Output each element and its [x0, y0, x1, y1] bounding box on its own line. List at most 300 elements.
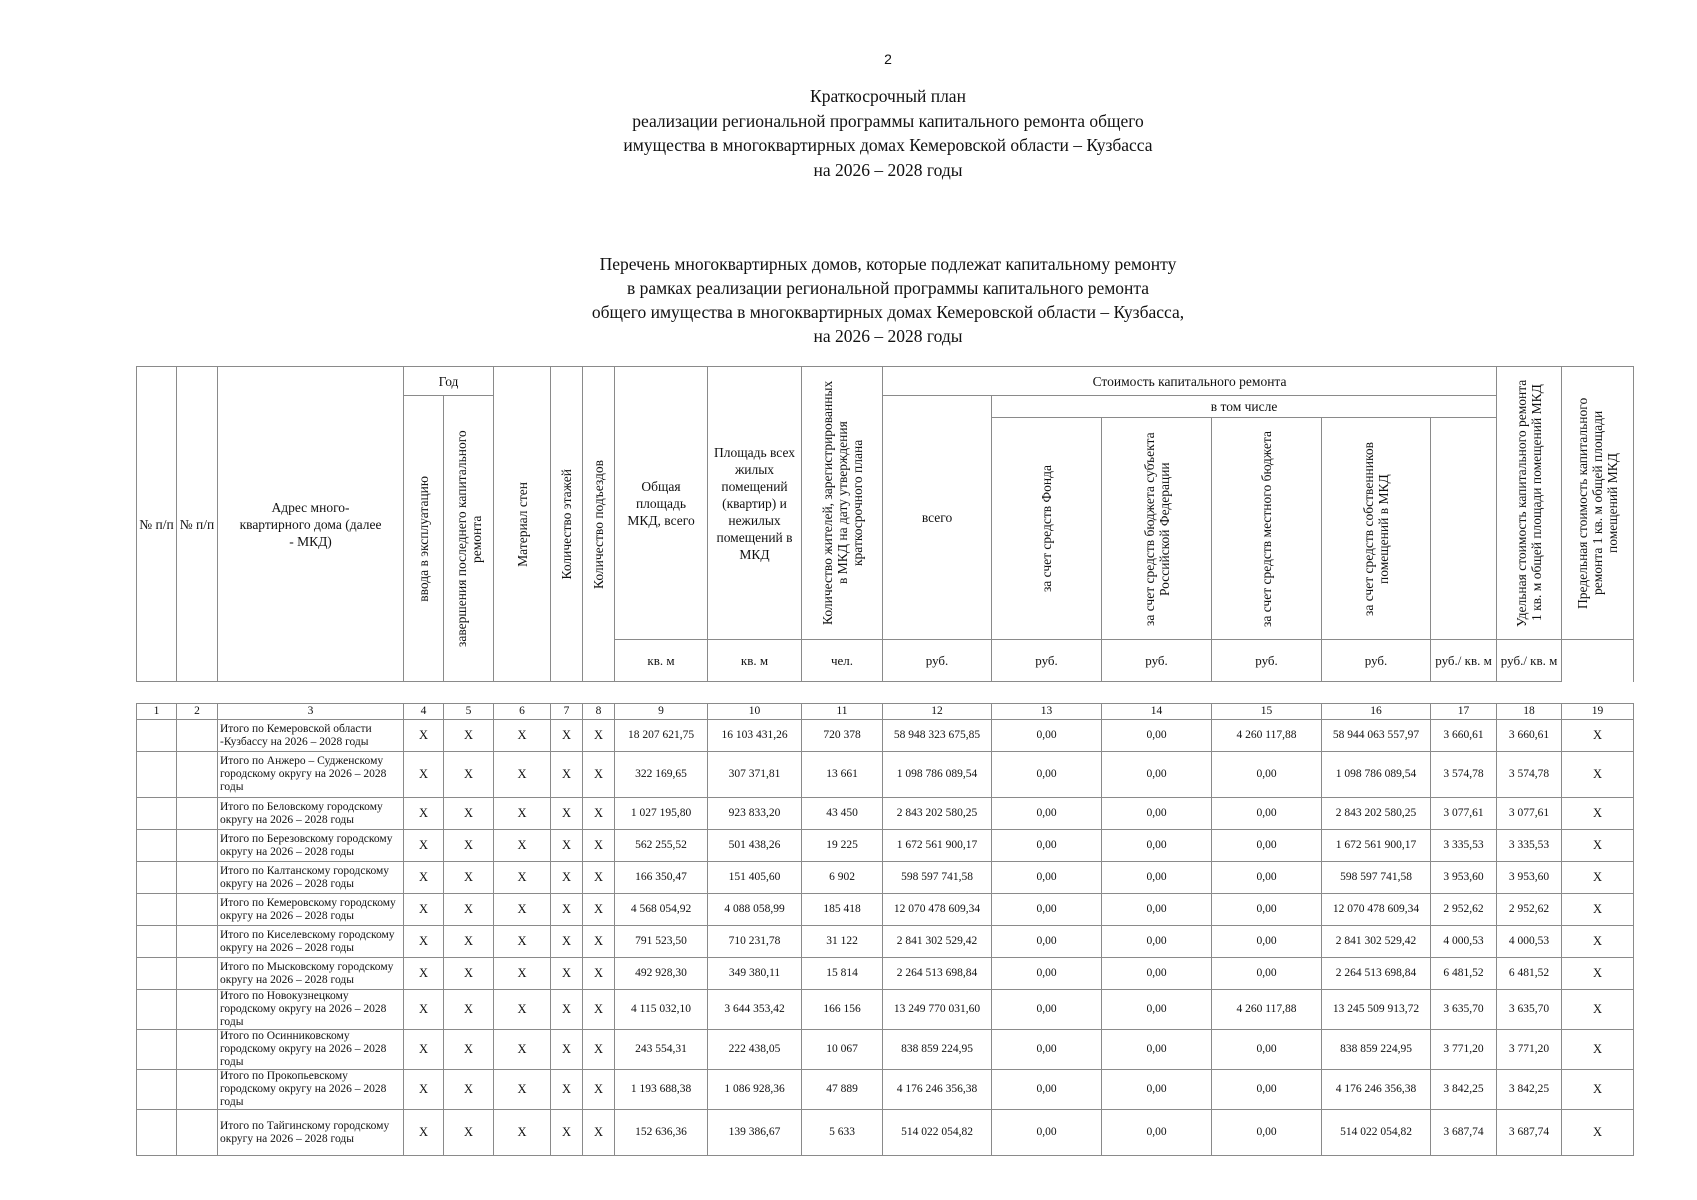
- row-local-budget: 0,00: [1212, 752, 1322, 798]
- row-cost-total: 1 098 786 089,54: [883, 752, 992, 798]
- row-fund: 0,00: [992, 990, 1102, 1030]
- column-number: 2: [177, 704, 218, 720]
- row-np2: [177, 1070, 218, 1110]
- row-year-last-repair: X: [444, 894, 494, 926]
- unit-local-budget: руб.: [1212, 640, 1322, 682]
- row-wall-material: X: [494, 958, 551, 990]
- row-max-cost: 3 687,74: [1497, 1110, 1562, 1156]
- row-floors: X: [551, 926, 583, 958]
- header-local-budget: за счет средств местного бюджета: [1212, 418, 1322, 640]
- row-entrances: X: [583, 862, 615, 894]
- row-premises-area: 4 088 058,99: [708, 894, 802, 926]
- header-unit-cost: Удельная стоимость капитального ремонта 1 кв. м общей площади помещений МКД: [1497, 367, 1562, 640]
- header-year-last-repair: завершения последнего капитального ремонта: [444, 396, 494, 682]
- unit-unit-cost: руб./ кв. м: [1431, 640, 1497, 682]
- table-row: [137, 990, 1634, 1030]
- row-local-budget: 0,00: [1212, 798, 1322, 830]
- row-premises-area: 222 438,05: [708, 1030, 802, 1070]
- column-number: 18: [1497, 704, 1562, 720]
- title-line-3: имущества в многоквартирных домах Кемеровской области – Кузбасса: [623, 135, 1153, 155]
- row-year-last-repair: X: [444, 830, 494, 862]
- row-total-area: 166 350,47: [615, 862, 708, 894]
- row-local-budget: 4 260 117,88: [1212, 720, 1322, 752]
- row-cost-total: 12 070 478 609,34: [883, 894, 992, 926]
- row-entrances: X: [583, 926, 615, 958]
- row-fund: 0,00: [992, 1030, 1102, 1070]
- table-row: [137, 862, 1634, 894]
- row-local-budget: 0,00: [1212, 862, 1322, 894]
- row-unit-cost: 3 687,74: [1431, 1110, 1497, 1156]
- row-subject-budget: 0,00: [1102, 752, 1212, 798]
- row-max-cost: 3 771,20: [1497, 1030, 1562, 1070]
- row-premises-area: 349 380,11: [708, 958, 802, 990]
- row-year-commission: X: [404, 720, 444, 752]
- column-number: 16: [1322, 704, 1431, 720]
- row-residents: 185 418: [802, 894, 883, 926]
- title-line-1: Краткосрочный план: [810, 86, 966, 106]
- row-year-last-repair: X: [444, 958, 494, 990]
- row-residents: 166 156: [802, 990, 883, 1030]
- row-entrances: X: [583, 798, 615, 830]
- row-year-commission: X: [404, 830, 444, 862]
- header-cost-group: Стоимость капитального ремонта: [883, 367, 1497, 396]
- row-max-cost: 3 660,61: [1497, 720, 1562, 752]
- unit-total-area: кв. м: [615, 640, 708, 682]
- row-name: Итого по Тайгинскому городскому округу на 2026 – 2028 годы: [218, 1110, 404, 1156]
- row-np2: [177, 926, 218, 958]
- row-premises-area: 307 371,81: [708, 752, 802, 798]
- header-year-commission: ввода в эксплуатацию: [404, 396, 444, 682]
- row-total-area: 4 568 054,92: [615, 894, 708, 926]
- row-wall-material: X: [494, 1110, 551, 1156]
- row-unit-cost: 3 574,78: [1431, 752, 1497, 798]
- row-owners: 58 944 063 557,97: [1322, 720, 1431, 752]
- row-total-area: 1 027 195,80: [615, 798, 708, 830]
- row-year-commission: X: [404, 926, 444, 958]
- row-total-area: 322 169,65: [615, 752, 708, 798]
- row-local-budget: 0,00: [1212, 894, 1322, 926]
- row-np1: [137, 1070, 177, 1110]
- row-entrances: X: [583, 990, 615, 1030]
- unit-residents: чел.: [802, 640, 883, 682]
- row-residents: 5 633: [802, 1110, 883, 1156]
- row-year-commission: X: [404, 798, 444, 830]
- row-floors: X: [551, 1030, 583, 1070]
- row-unit-cost: 4 000,53: [1431, 926, 1497, 958]
- row-owners: 1 672 561 900,17: [1322, 830, 1431, 862]
- column-number: 10: [708, 704, 802, 720]
- row-total-area: 4 115 032,10: [615, 990, 708, 1030]
- list-title: [0, 252, 1697, 348]
- row-year-commission: X: [404, 1070, 444, 1110]
- row-np2: [177, 798, 218, 830]
- row-residents: 15 814: [802, 958, 883, 990]
- row-max-cost: 3 953,60: [1497, 862, 1562, 894]
- row-unit-cost: 3 842,25: [1431, 1070, 1497, 1110]
- column-number: 19: [1562, 704, 1634, 720]
- column-number: 3: [218, 704, 404, 720]
- row-floors: X: [551, 752, 583, 798]
- row-planned-date: X: [1562, 926, 1634, 958]
- row-name: Итого по Мысковскому городскому округу на 2026 – 2028 годы: [218, 958, 404, 990]
- column-number-row: [137, 704, 1634, 720]
- row-cost-total: 598 597 741,58: [883, 862, 992, 894]
- row-entrances: X: [583, 1030, 615, 1070]
- row-total-area: 18 207 621,75: [615, 720, 708, 752]
- header-subject-budget: за счет средств бюджета субъекта Российской Федерации: [1102, 418, 1212, 640]
- header-floors: Количество этажей: [551, 367, 583, 682]
- row-entrances: X: [583, 830, 615, 862]
- row-planned-date: X: [1562, 1070, 1634, 1110]
- row-name: Итого по Киселевскому городскому округу на 2026 – 2028 годы: [218, 926, 404, 958]
- row-local-budget: 0,00: [1212, 1110, 1322, 1156]
- row-floors: X: [551, 862, 583, 894]
- row-name: Итого по Осинниковскому городскому округу на 2026 – 2028 годы: [218, 1030, 404, 1070]
- row-premises-area: 3 644 353,42: [708, 990, 802, 1030]
- unit-cost-total: руб.: [883, 640, 992, 682]
- row-floors: X: [551, 894, 583, 926]
- header-np1: № п/п: [137, 367, 177, 682]
- table-row: [137, 1070, 1634, 1110]
- row-wall-material: X: [494, 752, 551, 798]
- row-max-cost: 4 000,53: [1497, 926, 1562, 958]
- table-row: [137, 894, 1634, 926]
- row-residents: 13 661: [802, 752, 883, 798]
- row-owners: 514 022 054,82: [1322, 1110, 1431, 1156]
- row-entrances: X: [583, 1070, 615, 1110]
- unit-subject-budget: руб.: [1102, 640, 1212, 682]
- table-row: [137, 798, 1634, 830]
- header-residents: Количество жителей, зарегистрированных в МКД на дату утверждения краткосрочного плана: [802, 367, 883, 640]
- row-np2: [177, 1110, 218, 1156]
- row-np1: [137, 720, 177, 752]
- column-number: 12: [883, 704, 992, 720]
- row-unit-cost: 3 335,53: [1431, 830, 1497, 862]
- row-subject-budget: 0,00: [1102, 894, 1212, 926]
- row-fund: 0,00: [992, 958, 1102, 990]
- row-planned-date: X: [1562, 798, 1634, 830]
- row-np1: [137, 894, 177, 926]
- row-total-area: 562 255,52: [615, 830, 708, 862]
- header-owners: за счет средств собственников помещений в МКД: [1322, 418, 1431, 640]
- row-np2: [177, 990, 218, 1030]
- row-wall-material: X: [494, 1070, 551, 1110]
- row-subject-budget: 0,00: [1102, 958, 1212, 990]
- table-row: [137, 958, 1634, 990]
- row-name: Итого по Березовскому городскому округу на 2026 – 2028 годы: [218, 830, 404, 862]
- row-year-last-repair: X: [444, 1070, 494, 1110]
- row-name: Итого по Анжеро – Судженскому городскому округу на 2026 – 2028 годы: [218, 752, 404, 798]
- row-floors: X: [551, 1070, 583, 1110]
- row-residents: 6 902: [802, 862, 883, 894]
- row-subject-budget: 0,00: [1102, 990, 1212, 1030]
- row-cost-total: 838 859 224,95: [883, 1030, 992, 1070]
- unit-owners: руб.: [1322, 640, 1431, 682]
- header-fund: за счет средств Фонда: [992, 418, 1102, 640]
- row-premises-area: 151 405,60: [708, 862, 802, 894]
- table-row: [137, 830, 1634, 862]
- unit-fund: руб.: [992, 640, 1102, 682]
- row-np2: [177, 752, 218, 798]
- row-year-commission: X: [404, 894, 444, 926]
- row-floors: X: [551, 798, 583, 830]
- row-subject-budget: 0,00: [1102, 1030, 1212, 1070]
- row-fund: 0,00: [992, 830, 1102, 862]
- row-cost-total: 13 249 770 031,60: [883, 990, 992, 1030]
- row-fund: 0,00: [992, 1110, 1102, 1156]
- row-floors: X: [551, 990, 583, 1030]
- row-year-commission: X: [404, 990, 444, 1030]
- header-premises-area: Площадь всех жилых помещений (квартир) и нежилых помещений в МКД: [708, 367, 802, 640]
- row-local-budget: 0,00: [1212, 1030, 1322, 1070]
- row-fund: 0,00: [992, 1070, 1102, 1110]
- row-entrances: X: [583, 752, 615, 798]
- row-planned-date: X: [1562, 958, 1634, 990]
- header-wall-material: Материал стен: [494, 367, 551, 682]
- row-np2: [177, 862, 218, 894]
- row-fund: 0,00: [992, 720, 1102, 752]
- row-np1: [137, 990, 177, 1030]
- row-np2: [177, 830, 218, 862]
- table-row: [137, 720, 1634, 752]
- row-owners: 4 176 246 356,38: [1322, 1070, 1431, 1110]
- row-name: Итого по Кемеровскому городскому округу на 2026 – 2028 годы: [218, 894, 404, 926]
- row-residents: 19 225: [802, 830, 883, 862]
- row-year-last-repair: X: [444, 1110, 494, 1156]
- row-np2: [177, 958, 218, 990]
- row-owners: 2 264 513 698,84: [1322, 958, 1431, 990]
- header-including: в том числе: [992, 396, 1497, 418]
- row-name: Итого по Калтанскому городскому округу на 2026 – 2028 годы: [218, 862, 404, 894]
- column-number: 7: [551, 704, 583, 720]
- row-subject-budget: 0,00: [1102, 926, 1212, 958]
- row-planned-date: X: [1562, 1030, 1634, 1070]
- row-np2: [177, 894, 218, 926]
- row-floors: X: [551, 958, 583, 990]
- row-max-cost: 3 842,25: [1497, 1070, 1562, 1110]
- row-residents: 43 450: [802, 798, 883, 830]
- row-premises-area: 501 438,26: [708, 830, 802, 862]
- header-address: Адрес много-квартирного дома (далее - МКД): [218, 367, 404, 682]
- column-number: 15: [1212, 704, 1322, 720]
- row-max-cost: 6 481,52: [1497, 958, 1562, 990]
- row-subject-budget: 0,00: [1102, 1070, 1212, 1110]
- row-subject-budget: 0,00: [1102, 862, 1212, 894]
- header-cost-total: всего: [883, 396, 992, 640]
- row-name: Итого по Новокузнецкому городскому округу на 2026 – 2028 годы: [218, 990, 404, 1030]
- row-local-budget: 0,00: [1212, 830, 1322, 862]
- row-subject-budget: 0,00: [1102, 720, 1212, 752]
- row-premises-area: 16 103 431,26: [708, 720, 802, 752]
- row-unit-cost: 3 077,61: [1431, 798, 1497, 830]
- row-total-area: 243 554,31: [615, 1030, 708, 1070]
- row-cost-total: 2 841 302 529,42: [883, 926, 992, 958]
- subtitle-line-2: в рамках реализации региональной программы капитального ремонта: [626, 278, 1150, 298]
- row-max-cost: 3 574,78: [1497, 752, 1562, 798]
- row-subject-budget: 0,00: [1102, 830, 1212, 862]
- column-number: 17: [1431, 704, 1497, 720]
- row-planned-date: X: [1562, 990, 1634, 1030]
- unit-max-cost: руб./ кв. м: [1497, 640, 1562, 682]
- row-wall-material: X: [494, 720, 551, 752]
- row-fund: 0,00: [992, 752, 1102, 798]
- row-total-area: 152 636,36: [615, 1110, 708, 1156]
- row-cost-total: 4 176 246 356,38: [883, 1070, 992, 1110]
- row-owners: 1 098 786 089,54: [1322, 752, 1431, 798]
- row-subject-budget: 0,00: [1102, 1110, 1212, 1156]
- row-owners: 2 841 302 529,42: [1322, 926, 1431, 958]
- column-number: 9: [615, 704, 708, 720]
- row-planned-date: X: [1562, 862, 1634, 894]
- row-fund: 0,00: [992, 926, 1102, 958]
- header-table: [136, 366, 1634, 682]
- row-unit-cost: 3 635,70: [1431, 990, 1497, 1030]
- row-residents: 720 378: [802, 720, 883, 752]
- row-planned-date: X: [1562, 894, 1634, 926]
- row-unit-cost: 6 481,52: [1431, 958, 1497, 990]
- column-number: 13: [992, 704, 1102, 720]
- row-entrances: X: [583, 1110, 615, 1156]
- row-floors: X: [551, 720, 583, 752]
- column-number: 5: [444, 704, 494, 720]
- row-cost-total: 514 022 054,82: [883, 1110, 992, 1156]
- row-total-area: 791 523,50: [615, 926, 708, 958]
- row-owners: 598 597 741,58: [1322, 862, 1431, 894]
- column-number: 8: [583, 704, 615, 720]
- row-local-budget: 0,00: [1212, 926, 1322, 958]
- row-year-last-repair: X: [444, 926, 494, 958]
- row-planned-date: X: [1562, 830, 1634, 862]
- row-np1: [137, 862, 177, 894]
- row-planned-date: X: [1562, 1110, 1634, 1156]
- row-premises-area: 923 833,20: [708, 798, 802, 830]
- row-wall-material: X: [494, 990, 551, 1030]
- row-cost-total: 58 948 323 675,85: [883, 720, 992, 752]
- row-entrances: X: [583, 720, 615, 752]
- row-cost-total: 2 264 513 698,84: [883, 958, 992, 990]
- page-number: 2: [884, 51, 892, 67]
- row-unit-cost: 3 660,61: [1431, 720, 1497, 752]
- row-premises-area: 1 086 928,36: [708, 1070, 802, 1110]
- row-name: Итого по Кемеровской области -Кузбассу на 2026 – 2028 годы: [218, 720, 404, 752]
- row-np1: [137, 830, 177, 862]
- row-residents: 47 889: [802, 1070, 883, 1110]
- unit-premises-area: кв. м: [708, 640, 802, 682]
- row-np2: [177, 1030, 218, 1070]
- row-planned-date: X: [1562, 752, 1634, 798]
- row-wall-material: X: [494, 926, 551, 958]
- column-number: 11: [802, 704, 883, 720]
- row-subject-budget: 0,00: [1102, 798, 1212, 830]
- row-residents: 31 122: [802, 926, 883, 958]
- row-year-last-repair: X: [444, 752, 494, 798]
- row-owners: 13 245 509 913,72: [1322, 990, 1431, 1030]
- row-unit-cost: 3 771,20: [1431, 1030, 1497, 1070]
- row-np1: [137, 752, 177, 798]
- row-local-budget: 0,00: [1212, 1070, 1322, 1110]
- row-local-budget: 4 260 117,88: [1212, 990, 1322, 1030]
- title-line-4: на 2026 – 2028 годы: [813, 159, 963, 180]
- header-total-area: Общая площадь МКД, всего: [615, 367, 708, 640]
- subtitle-line-4: на 2026 – 2028 годы: [813, 326, 963, 346]
- row-year-commission: X: [404, 1110, 444, 1156]
- row-year-last-repair: X: [444, 798, 494, 830]
- row-owners: 12 070 478 609,34: [1322, 894, 1431, 926]
- data-table: [136, 703, 1634, 1156]
- document-title: [0, 84, 1697, 182]
- row-year-last-repair: X: [444, 990, 494, 1030]
- row-np1: [137, 798, 177, 830]
- column-number: 1: [137, 704, 177, 720]
- row-year-commission: X: [404, 752, 444, 798]
- row-unit-cost: 2 952,62: [1431, 894, 1497, 926]
- row-entrances: X: [583, 894, 615, 926]
- row-max-cost: 3 635,70: [1497, 990, 1562, 1030]
- table-row: [137, 752, 1634, 798]
- row-wall-material: X: [494, 894, 551, 926]
- row-unit-cost: 3 953,60: [1431, 862, 1497, 894]
- row-total-area: 1 193 688,38: [615, 1070, 708, 1110]
- table-row: [137, 1030, 1634, 1070]
- column-number: 14: [1102, 704, 1212, 720]
- row-wall-material: X: [494, 1030, 551, 1070]
- row-owners: 838 859 224,95: [1322, 1030, 1431, 1070]
- column-number: 4: [404, 704, 444, 720]
- header-year-group: Год: [404, 367, 494, 396]
- row-year-commission: X: [404, 862, 444, 894]
- column-number: 6: [494, 704, 551, 720]
- row-max-cost: 3 335,53: [1497, 830, 1562, 862]
- row-max-cost: 2 952,62: [1497, 894, 1562, 926]
- row-np1: [137, 926, 177, 958]
- row-cost-total: 2 843 202 580,25: [883, 798, 992, 830]
- row-premises-area: 139 386,67: [708, 1110, 802, 1156]
- subtitle-line-1: Перечень многоквартирных домов, которые подлежат капитальному ремонту: [599, 254, 1177, 274]
- row-year-last-repair: X: [444, 1030, 494, 1070]
- row-wall-material: X: [494, 862, 551, 894]
- row-wall-material: X: [494, 798, 551, 830]
- header-np2: № п/п: [177, 367, 218, 682]
- row-year-last-repair: X: [444, 720, 494, 752]
- row-owners: 2 843 202 580,25: [1322, 798, 1431, 830]
- subtitle-line-3: общего имущества в многоквартирных домах Кемеровской области – Кузбасса,: [591, 302, 1185, 322]
- row-wall-material: X: [494, 830, 551, 862]
- row-residents: 10 067: [802, 1030, 883, 1070]
- row-premises-area: 710 231,78: [708, 926, 802, 958]
- row-np1: [137, 1030, 177, 1070]
- header-max-cost: Предельная стоимость капитального ремонта 1 кв. м общей площади помещений МКД: [1562, 367, 1634, 640]
- row-fund: 0,00: [992, 862, 1102, 894]
- row-fund: 0,00: [992, 894, 1102, 926]
- row-fund: 0,00: [992, 798, 1102, 830]
- row-np1: [137, 1110, 177, 1156]
- table-row: [137, 1110, 1634, 1156]
- row-entrances: X: [583, 958, 615, 990]
- row-year-commission: X: [404, 958, 444, 990]
- table-row: [137, 926, 1634, 958]
- row-np1: [137, 958, 177, 990]
- row-total-area: 492 928,30: [615, 958, 708, 990]
- row-planned-date: X: [1562, 720, 1634, 752]
- row-cost-total: 1 672 561 900,17: [883, 830, 992, 862]
- row-floors: X: [551, 1110, 583, 1156]
- header-entrances: Количество подъездов: [583, 367, 615, 682]
- row-max-cost: 3 077,61: [1497, 798, 1562, 830]
- row-year-last-repair: X: [444, 862, 494, 894]
- row-name: Итого по Беловскому городскому округу на 2026 – 2028 годы: [218, 798, 404, 830]
- row-local-budget: 0,00: [1212, 958, 1322, 990]
- row-name: Итого по Прокопьевскому городскому округу на 2026 – 2028 годы: [218, 1070, 404, 1110]
